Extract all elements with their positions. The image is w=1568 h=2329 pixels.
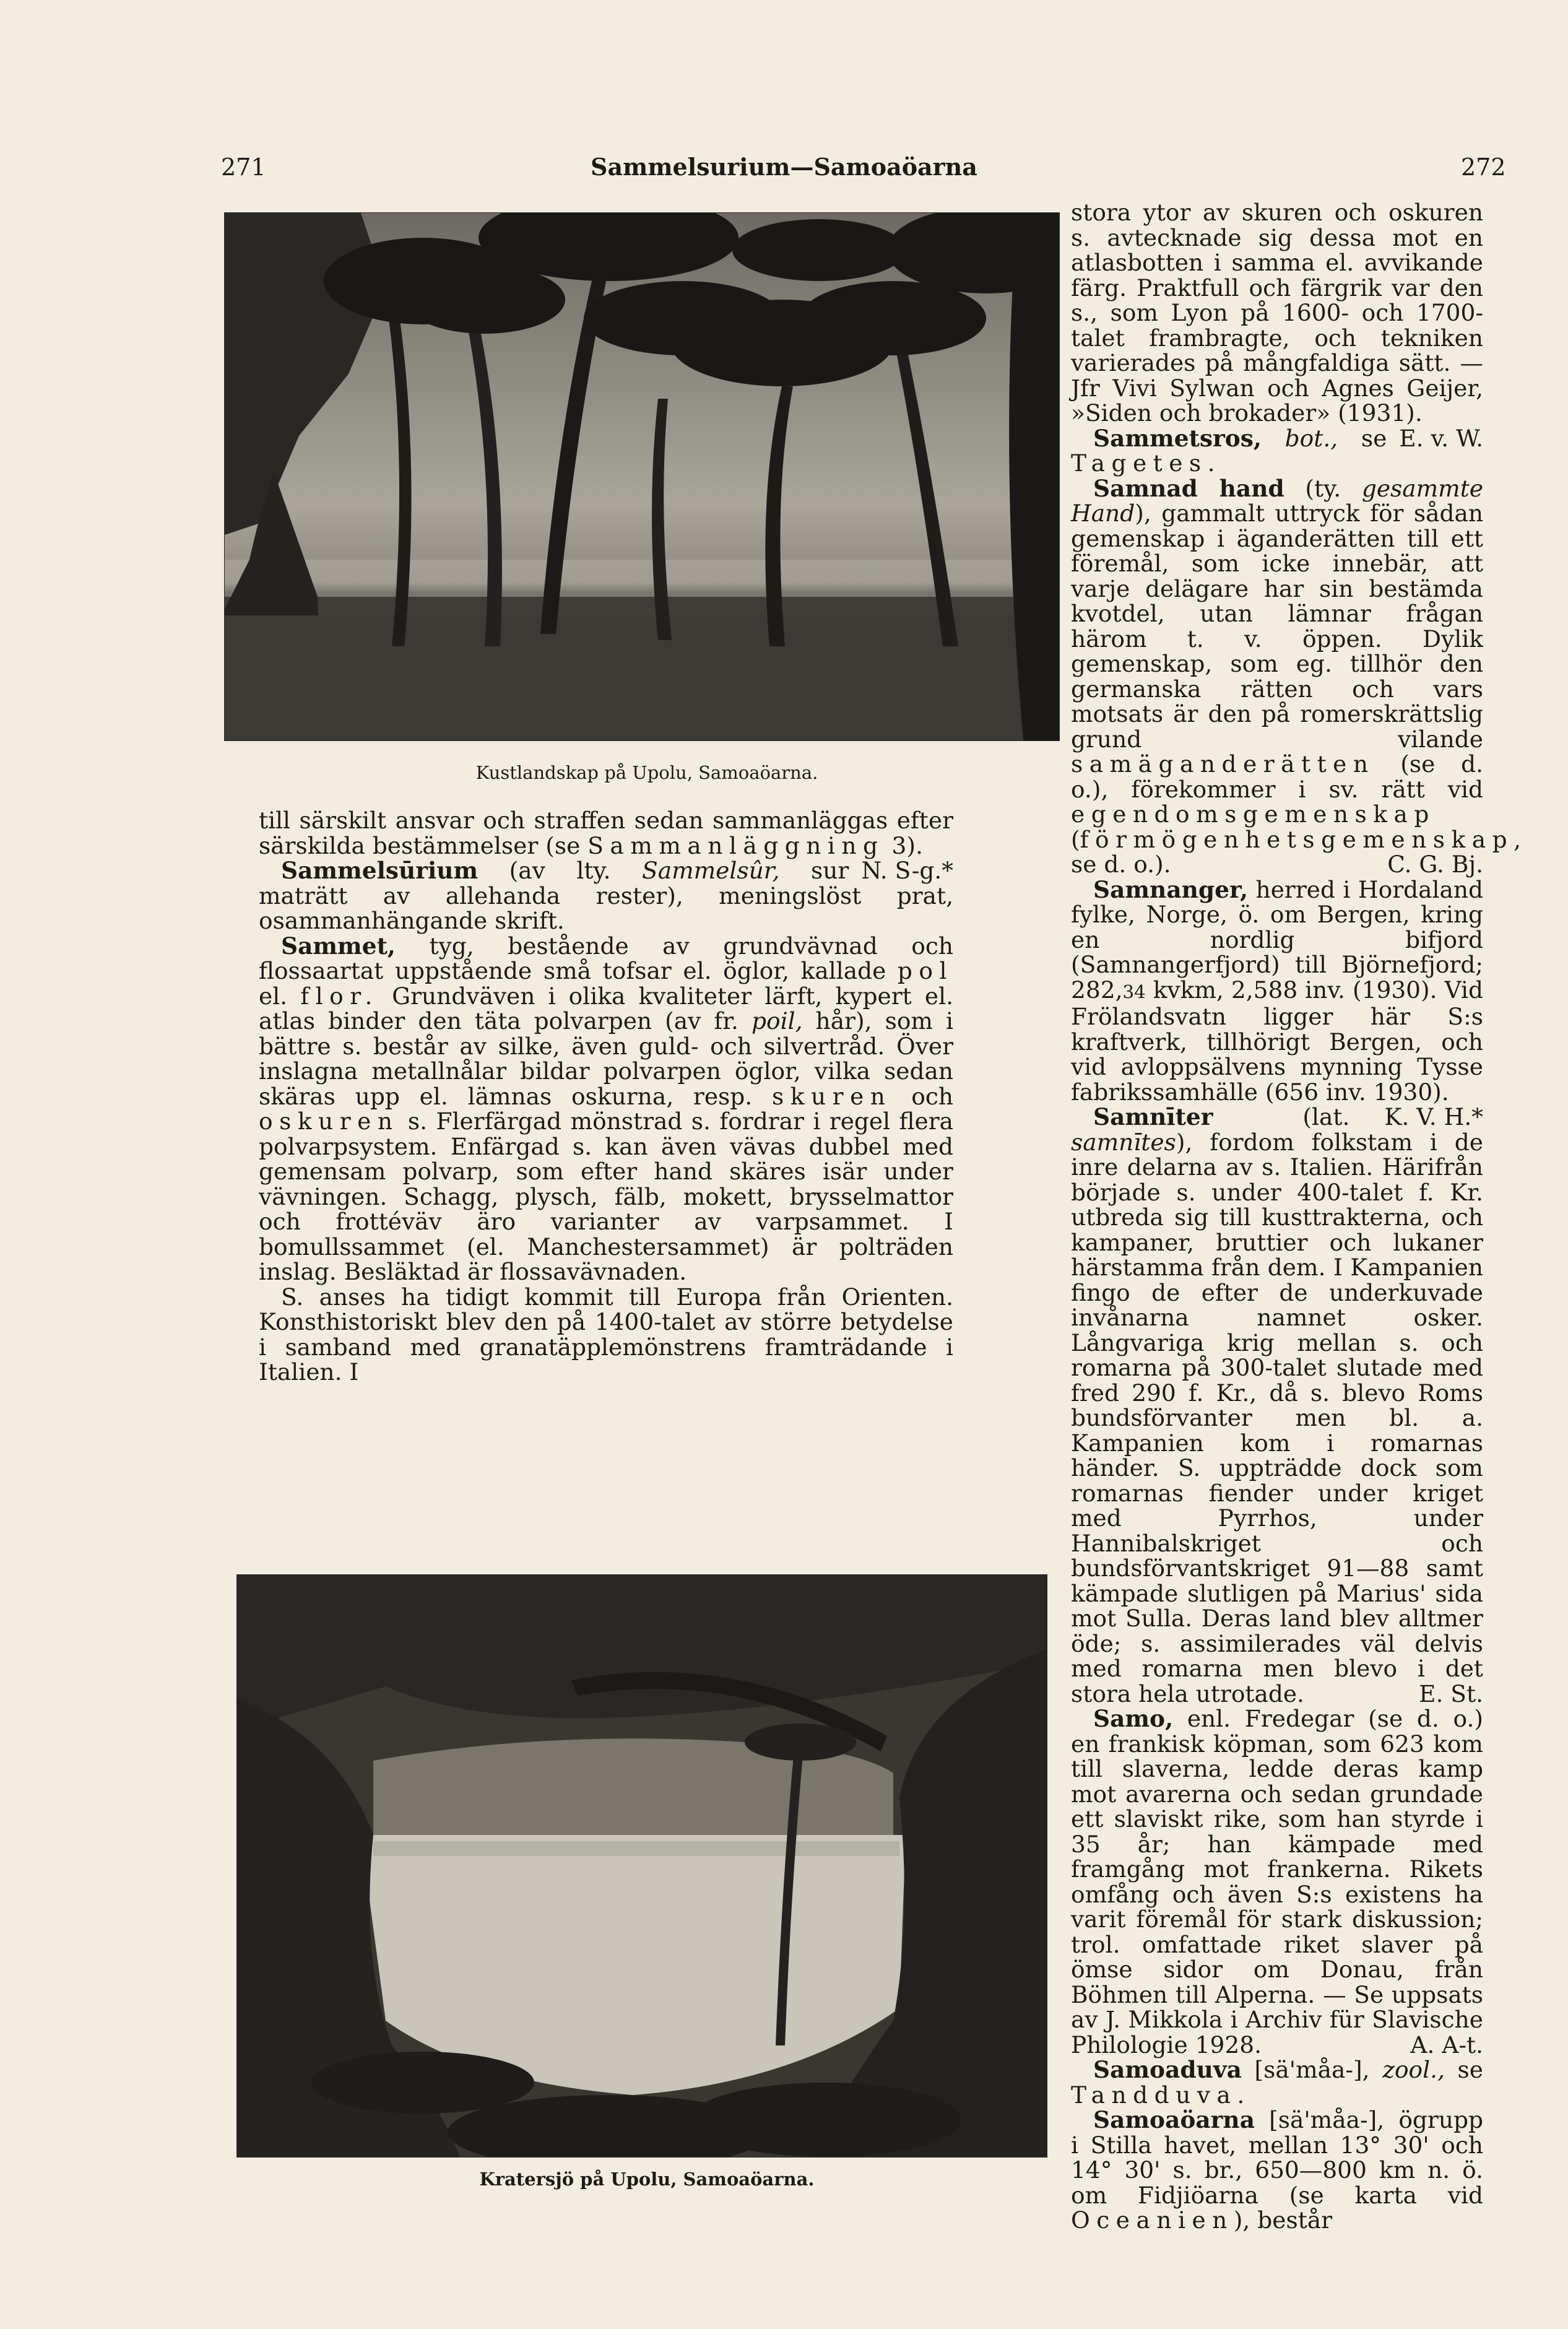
- entry-headword: Sammelsūrium: [281, 857, 479, 884]
- entry-headword: Samo,: [1093, 1705, 1174, 1732]
- entry-italic: gesammte Hand: [1071, 474, 1483, 527]
- cross-reference: Tagetes.: [1071, 449, 1222, 477]
- entry-text: kvkm, 2,588 inv. (1930). Vid Frölandsvatn ligger här S:s kraftverk, tillhörigt Bergen, och vid avloppsälvens mynning Tysse fabrikssamhälle (656 inv. 1930).: [1071, 976, 1483, 1106]
- entry-samnad-hand: [1071, 474, 1522, 878]
- entry-text: s. Flerfärgad mönstrad s. fordrar i regel flera polvarpsystem. Enfärgad s. kan även vävas dubbel med gemensam polvarp, som efter hand skäres isär under vävningen. Schagg, plysch, fälb, mokett, brysselmattor och frottéväv äro varianter av varpsammet. I bomullssammet (el. Manchestersammet) är polträden inslag. Besläktad är flossavävnaden.: [259, 1108, 953, 1285]
- entry-text: , se d. o.).: [1071, 825, 1522, 878]
- entry-text: sur maträtt av allehanda rester), meningslöst prat, osammanhängande skrift.: [259, 857, 953, 934]
- entry-text: hår), som i bättre s. består av silke, även guld- och silvertråd. Över inslagna metallnålar bildar polvarpen öglor, vilka sedan skäras upp el. lämnas oskurna, resp.: [259, 1007, 953, 1110]
- cross-reference: Oceanien: [1071, 2206, 1234, 2234]
- top-photo-caption: Kustlandskap på Upolu, Samoaöarna.: [475, 762, 818, 783]
- author-signature: E. St.: [1419, 1680, 1483, 1707]
- entry-text: (ty.: [1284, 474, 1362, 502]
- left-text-column: [259, 808, 953, 1385]
- author-signature: A. A-t.: [1410, 2031, 1483, 2058]
- entry-text: Grundväven i olika kvaliteter lärft, kypert el. atlas binder den täta polvarpen (av fr.: [259, 982, 953, 1034]
- entry-italic: samnītes: [1071, 1128, 1176, 1156]
- entry-text: (: [1071, 825, 1080, 853]
- entry-headword: Sammetsros,: [1093, 424, 1262, 452]
- spaced-term: förmögenhetsgemenskap: [1080, 825, 1514, 853]
- entry-italic: Sammelsûr,: [642, 857, 780, 884]
- entry-headword: Samnīter: [1093, 1103, 1213, 1130]
- entry-text: 3).: [884, 831, 923, 859]
- entry-sammelsurium: [259, 858, 953, 934]
- author-signature: E. v. W.: [1399, 424, 1483, 452]
- entry-text: (lat.: [1213, 1103, 1350, 1130]
- entry-text: (av lty.: [478, 857, 643, 884]
- running-head-title: Sammelsurium—Samoaöarna: [591, 153, 977, 181]
- entry-text: (se d. o.), förekommer i sv. rätt vid: [1071, 750, 1483, 803]
- cross-reference: Sammanläggning: [587, 831, 885, 859]
- entry-text: ), gammalt uttryck för sådan gemenskap i äganderätten till ett föremål, som icke innebär, att varje delägare har sin bestämda kvotdel, utan lämnar frågan härom t. v. öppen. Dylik gemenskap, som eg. tillhör den germanska rätten och vars motsats är den på romerskrättslig grund vilande: [1071, 500, 1483, 753]
- entry-text: ), består: [1233, 2206, 1333, 2234]
- entry-samniter: [1071, 1104, 1483, 1706]
- entry-headword: Samnad hand: [1093, 474, 1284, 502]
- spaced-term: egendomsgemenskap: [1071, 800, 1436, 828]
- bottom-photo-caption: Kratersjö på Upolu, Samoaöarna.: [479, 2169, 815, 2190]
- entry-text: se: [1338, 424, 1387, 452]
- entry-text: se: [1444, 2056, 1483, 2083]
- spaced-term: pol: [897, 957, 953, 984]
- entry-text: och: [891, 1082, 953, 1110]
- entry-text: el.: [259, 982, 301, 1010]
- right-text-column: [1071, 199, 1522, 2234]
- entry-headword: Samnanger,: [1093, 875, 1249, 903]
- entry-headword: Sammet,: [281, 932, 396, 960]
- spaced-term: oskuren: [259, 1108, 399, 1135]
- author-signature: K. V. H.*: [1384, 1103, 1483, 1130]
- page-number-right: 272: [1461, 154, 1506, 181]
- entry-samoaduva: [1071, 2057, 1483, 2107]
- entry-text: enl. Fredegar (se d. o.) en frankisk köpman, som 623 kom till slaverna, ledde deras kamp mot avarerna och sedan grundade ett slaviskt rike, som han styrde i 35 år; han kämpade med framgång mot frankerna. Rikets omfång och även S:s existens ha varit föremål för stark diskussion; trol. omfattade riket slaver på ömse sidor om Donau, från Böhmen till Alperna. — Se uppsats av J. Mikkola i Archiv für Slavische Philologie 1928.: [1071, 1705, 1483, 2058]
- entry-text: ), fordom folkstam i de inre delarna av s. Italien. Härifrån började s. under 400-talet f. Kr. utbreda sig till kusttrakterna, och kampaner, bruttier och lukaner härstamma från dem. I Kampanien fingo de efter de underkuvade invånarna namnet osker. Långvariga krig mellan s. och romarna på 300-talet slutade med fred 290 f. Kr., då s. blevo Roms bundsförvanter men bl. a. Kampanien kom i romarnas händer. S. uppträdde dock som romarnas fiender under kriget med Pyrrhos, under Hannibalskriget och bundsförvantskriget 91—88 samt kämpade slutligen på Marius' sida mot Sulla. Deras land blev alltmer öde; s. assimilerades väl delvis med romarna men blevo i det stora hela utrotade.: [1071, 1128, 1483, 1707]
- entry-text: [sä'måa-],: [1241, 2056, 1383, 2083]
- entry-italic: zool.,: [1382, 2056, 1445, 2083]
- author-signature: C. G. Bj.: [1387, 851, 1483, 878]
- entry-text: herred i Hordaland fylke, Norge, ö. om Bergen, kring en nordlig bifjord (Samnangerfjord) till Björnefjord; 282,: [1071, 875, 1483, 1004]
- spaced-term: skuren: [772, 1082, 892, 1110]
- entry-samoaoarna: [1071, 2107, 1483, 2233]
- entry-samo: [1071, 1706, 1483, 2057]
- entry-decimal: 34: [1122, 981, 1146, 1002]
- coastal-landscape-photo: [224, 212, 1060, 741]
- entry-sammet-history: S. anses ha tidigt kommit till Europa från Orienten. Konsthistoriskt blev den på 1400-talet av större betydelse i samband med granatäpplemönstrens framträdande i Italien. I: [259, 1283, 953, 1386]
- spaced-term: samäganderätten: [1071, 750, 1375, 778]
- entry-text: [sä'måa-], ögrupp i Stilla havet, mellan 13° 30' och 14° 30' s. br., 650—800 km n. ö. om Fidjiöarna (se karta vid: [1071, 2106, 1483, 2209]
- entry-italic: poil,: [752, 1007, 803, 1034]
- entry-text: till särskilt ansvar och straffen sedan sammanläggas efter särskilda bestämmelser (se: [259, 807, 953, 859]
- crater-lake-photo: [236, 1574, 1047, 2158]
- page-number-left: 271: [221, 154, 266, 181]
- entry-headword: Samoaöarna: [1093, 2106, 1255, 2133]
- entry-headword: Samoaduva: [1093, 2056, 1242, 2083]
- entry-text: tyg, bestående av grundvävnad och flossaartat uppstående små tofsar el. öglor, kallade: [259, 932, 953, 984]
- entry-text: stora ytor av skuren och oskuren s. avtecknade sig dessa mot en atlasbotten i samma el. avvikande färg. Praktfull och färgrik var den s., som Lyon på 1600- och 1700-talet frambragte, och tekniken varierades på mångfaldiga sätt. — Jfr Vivi Sylwan och Agnes Geijer, »Siden och brokader» (1931).: [1071, 199, 1483, 427]
- author-signature: N. S-g.*: [861, 857, 953, 884]
- entry-sammet: [259, 934, 953, 1285]
- cross-reference: Tandduva.: [1071, 2081, 1251, 2109]
- entry-italic: bot.,: [1284, 424, 1338, 452]
- spaced-term: flor.: [300, 982, 379, 1010]
